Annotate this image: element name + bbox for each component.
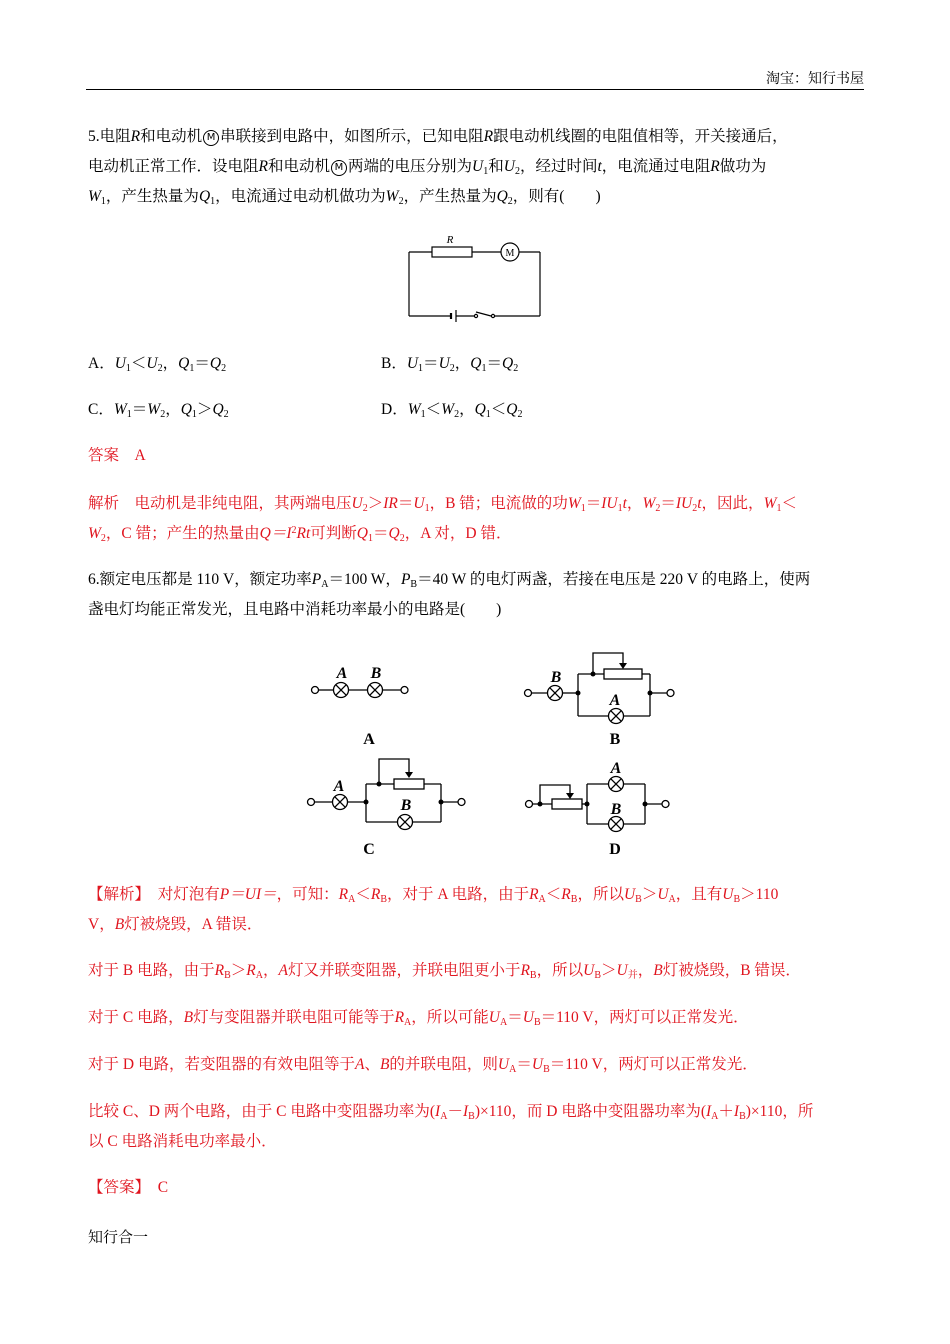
header-shop-name: 淘宝：知行书屋: [766, 71, 864, 87]
rheostat-arrow-d: [566, 793, 574, 799]
circuit-options-q6: [300, 645, 690, 865]
lamp-label-a1: A: [336, 665, 348, 682]
resistor-label: R: [446, 234, 454, 246]
circuit-b: [525, 653, 675, 716]
footer-text: 知行合一: [88, 1228, 149, 1246]
solution-paragraph-c: 对于 C 电路，B灯与变阻器并联电阻可能等于$R_A$，所以可能$U_A=U_B=110$ V，两灯可以正常发光．: [88, 1009, 749, 1028]
motor-label: M: [505, 248, 515, 259]
final-answer: 【答案】 C: [88, 1179, 169, 1196]
circuit-a: [312, 687, 409, 694]
rheostat-arrow-b: [619, 663, 627, 669]
q5-analysis: 解析 电动机是非纯电阻，其两端电压$U_2>IR=U_1$，B 错；电流做的功$W_1=IU_1t$，$W_2=IU_2t$，因此，$W_1<$ $W_2$，C 错；产生的热量由$Q=I^2Rt$可判断$Q_1=Q_2$，A 对，D 错．: [88, 495, 797, 544]
switch-blade: [476, 312, 491, 316]
option-c[interactable]: C．$W_1=W_2$，$Q_1>Q_2$: [88, 401, 229, 420]
switch-contact: [491, 314, 494, 317]
caption-c: C: [363, 841, 375, 858]
caption-b: B: [609, 731, 621, 748]
lamp-label-b3: B: [400, 797, 412, 814]
header-divider: [86, 89, 864, 90]
lamp-label-a4: A: [610, 760, 622, 777]
option-a[interactable]: A．$U_1<U_2$，$Q_1=Q_2$: [88, 355, 227, 374]
lamp-a-circuit-a: [334, 683, 349, 698]
question-5-text: 5.电阻R和电动机 M 串联接到电路中，如图所示，已知电阻R跟电动机线圈的电阻值相等，开关接通后， 电动机正常工作．设电阻R和电动机 M 两端的电压分别为$U_1$和$U_2$，经过时间t，电流通过电阻R做功为 $W_1$，产生热量为$Q_1$，电流通过电动机做功为$W_2$，产生热量为$Q_2$，则有( ): [88, 128, 788, 207]
lamp-label-b2: B: [550, 669, 562, 686]
lamp-label-a3: A: [333, 778, 345, 795]
lamp-label-b4: B: [610, 801, 622, 818]
rheostat-arrow-c: [405, 772, 413, 778]
solution-paragraph-b: 对于 B 电路，由于$R_B>R_A$，A灯又并联变阻器，并联电阻更小于$R_B$，所以$U_B>U_并$，B灯被烧毁，B 错误．: [88, 962, 801, 981]
motor-symbol-icon: M: [203, 130, 219, 146]
option-d[interactable]: D．$W_1<W_2$，$Q_1<Q_2$: [381, 401, 523, 420]
motor-symbol-icon: M: [331, 160, 347, 176]
caption-a: A: [363, 731, 375, 748]
resistor-r: [432, 247, 472, 257]
caption-d: D: [609, 841, 621, 858]
solution-paragraph-compare: 比较 C、D 两个电路，由于 C 电路中变阻器功率为$(I_A-I_B)\times 110$，而 D 电路中变阻器功率为$(I_A+I_B)\times 110$，所 以 C 电路消耗电功率最小．: [88, 1103, 814, 1150]
q5-answer: 答案 A: [88, 447, 146, 464]
solution-paragraph-1: 【解析】 对灯泡有P＝UI＝，可知：$R_A<R_B$，对于 A 电路，由于$R_A<R_B$，所以$U_B>U_A$，且有$U_B>110$ V，B灯被烧毁，A 错误．: [88, 886, 779, 933]
question-6-text: 6.额定电压都是 110 V，额定功率$P_A=100$ W，$P_B=40$ W 的电灯两盏，若接在电压是 220 V 的电路上，使两 盏电灯均能正常发光，且电路中消耗功率最小的电路是( ): [88, 571, 811, 618]
lamp-label-a2: A: [609, 692, 621, 709]
circuit-diagram-q5: [400, 228, 550, 324]
solution-paragraph-d: 对于 D 电路，若变阻器的有效电阻等于A、B的并联电阻，则$U_A=U_B=110$ V，两灯可以正常发光．: [88, 1056, 758, 1075]
circuit-c: [308, 759, 466, 822]
lamp-label-b1: B: [370, 665, 382, 682]
option-b[interactable]: B．$U_1=U_2$，$Q_1=Q_2$: [381, 355, 519, 374]
